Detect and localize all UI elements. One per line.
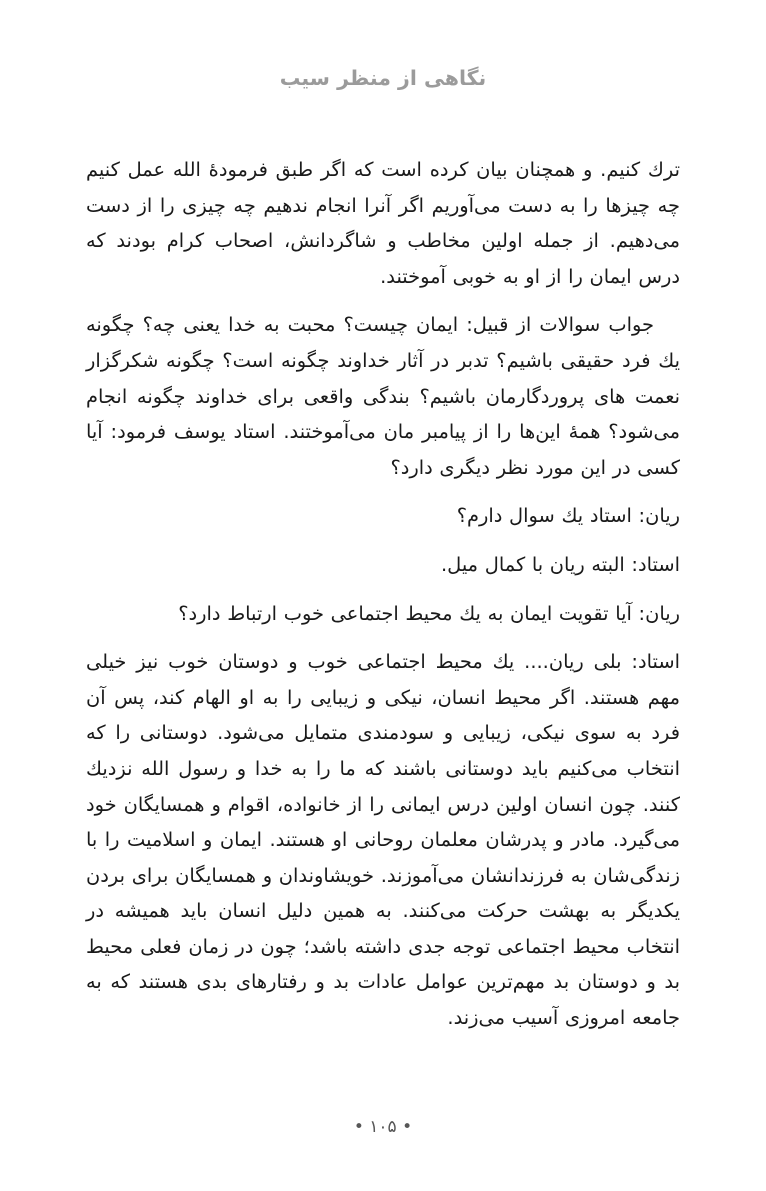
paragraph-ostad-answer: استاد: بلی ریان.... یك محیط اجتماعی خوب و دوستان خوب نیز خیلی مهم هستند. اگر محیط انسان، نیكی و زیبایی را به او الهام كند، پس آن فرد به سوی نیكی، زیبایی و سودمندی متمایل می‌شود. دوستانی را كه انتخاب می‌كنیم باید دوستانی باشند كه ما را به خدا و رسول الله نزدیك كنند. چون انسان اولین درس ایمانی را از خانواده، اقوام و همسایگان خود می‌گیرد. مادر و پدرشان معلمان روحانی او هستند. ایمان و اسلامیت را با زندگی‌شان به فرزندانشان می‌آموزند. خویشاوندان و همسایگان برای بردن یكدیگر به بهشت حركت می‌كنند. به همین دلیل انسان باید همیشه در انتخاب محیط اجتماعی توجه جدی داشته باشد؛ چون در زمان فعلی محیط بد و دوستان بد مهم‌ترین عوامل عادات بد و رفتارهای بدی هستند كه به جامعه امروزی آسیب می‌زند. — [86, 650, 680, 1030]
paragraph-1: ترك كنیم. و همچنان بیان كرده است كه اگر طبق فرمودهٔ الله عمل كنیم چه چیزها را به دست می‌آوریم اگر آنرا انجام ندهیم چه چیزی را از دست می‌دهیم. از جمله اولین مخاطب و شاگردانش، اصحاب كرام بودند كه درس ایمان را از او به خوبی آموختند. — [86, 158, 680, 288]
page-number: • ۱۰۵ • — [353, 1117, 413, 1137]
paragraph-2: جواب سوالات از قبیل: ایمان چیست؟ محبت به خدا یعنی چه؟ چگونه یك فرد حقیقی باشیم؟ تدبر در آثار خداوند چگونه است؟ چگونه شكرگزار نعمت های پروردگارمان باشیم؟ بندگی واقعی برای خداوند چگونه انجام می‌شود؟ همهٔ این‌ها را از پیامبر مان می‌آموختند. استاد یوسف فرمود: آیا كسی در این مورد نظر دیگری دارد؟ — [86, 313, 680, 479]
dialogue-line-ostad-1: استاد: البته ریان با كمال میل. — [440, 552, 680, 576]
dialogue-line-rayan-1: ریان: استاد یك سوال دارم؟ — [456, 504, 680, 528]
dialogue-line-rayan-2: ریان: آیا تقویت ایمان به یك محیط اجتماعی خوب ارتباط دارد؟ — [178, 601, 680, 625]
page-text-block — [86, 152, 680, 1036]
page-running-header: نگاهی از منظر سیب — [279, 66, 487, 90]
